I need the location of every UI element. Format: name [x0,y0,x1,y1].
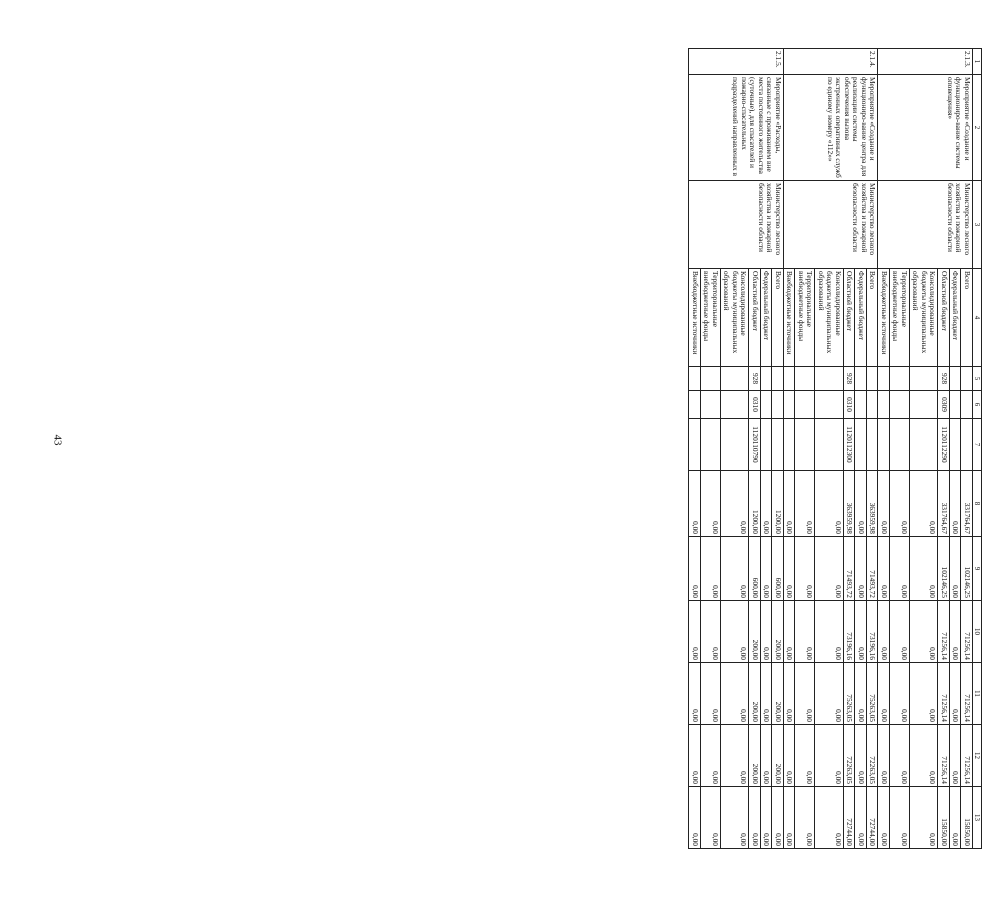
column-number-12: 12 [972,725,981,787]
amount-cell: 102146,25 [961,537,973,601]
amount-cell: 0,00 [855,471,867,537]
amount-cell: 71493,72 [866,537,878,601]
csr-code [795,419,815,471]
amount-cell: 363959,98 [866,471,878,537]
item-executor: Министерство лесного хозяйства и пожарной безопасности области [689,181,784,269]
item-executor: Министерство лесного хозяйства и пожарной безопасности области [878,181,973,269]
csr-code [878,419,890,471]
amount-cell: 0,00 [815,663,844,725]
amount-cell: 331764,67 [961,471,973,537]
funding-source: Консолидированные бюджеты муниципальных образований [720,269,749,367]
grbs-code: 928 [938,367,950,391]
grbs-code [720,367,749,391]
column-number-3: 3 [972,181,981,269]
column-number-4: 4 [972,269,981,367]
grbs-code [889,367,909,391]
amount-cell: 73196,16 [866,601,878,663]
rz-code [815,391,844,419]
amount-cell: 0,00 [689,601,701,663]
column-number-8: 8 [972,471,981,537]
amount-cell: 1200,00 [772,471,784,537]
amount-cell: 0,00 [909,601,938,663]
amount-cell: 200,00 [772,663,784,725]
rz-code: 0310 [749,391,761,419]
amount-cell: 0,00 [760,537,772,601]
amount-cell: 331764,67 [938,471,950,537]
funding-source: Всего [772,269,784,367]
amount-cell: 0,00 [949,725,961,787]
funding-source: Федеральный бюджет [855,269,867,367]
amount-cell: 0,00 [720,471,749,537]
budget-table [688,48,982,849]
table-row [961,49,973,849]
funding-source: Федеральный бюджет [949,269,961,367]
amount-cell: 0,00 [783,601,795,663]
amount-cell: 0,00 [689,787,701,849]
amount-cell: 71256,14 [961,601,973,663]
column-number-1: 1 [972,49,981,75]
amount-cell: 0,00 [700,537,720,601]
grbs-code [909,367,938,391]
rz-code [783,391,795,419]
funding-source: Территориальные внебюджетные фонды [700,269,720,367]
amount-cell: 200,00 [749,601,761,663]
amount-cell: 72744,00 [843,787,855,849]
amount-cell: 0,00 [700,601,720,663]
item-code: 2.1.5. [689,49,784,75]
amount-cell: 0,00 [783,787,795,849]
amount-cell: 0,00 [815,471,844,537]
amount-cell: 72744,00 [866,787,878,849]
csr-code [855,419,867,471]
amount-cell: 0,00 [700,663,720,725]
amount-cell: 0,00 [878,471,890,537]
amount-cell: 0,00 [689,537,701,601]
rz-code [949,391,961,419]
funding-source: Внебюджетные источники [783,269,795,367]
amount-cell: 0,00 [815,787,844,849]
funding-source: Всего [961,269,973,367]
amount-cell: 363959,98 [843,471,855,537]
amount-cell: 0,00 [855,725,867,787]
amount-cell: 0,00 [878,725,890,787]
amount-cell: 71493,72 [843,537,855,601]
csr-code [700,419,720,471]
amount-cell: 71256,14 [938,601,950,663]
amount-cell: 102146,25 [938,537,950,601]
amount-cell: 0,00 [878,601,890,663]
amount-cell: 0,00 [689,663,701,725]
amount-cell: 0,00 [878,787,890,849]
rz-code [772,391,784,419]
amount-cell: 0,00 [909,471,938,537]
column-number-13: 13 [972,787,981,849]
rz-code [795,391,815,419]
amount-cell: 73196,16 [843,601,855,663]
rz-code [878,391,890,419]
amount-cell: 0,00 [689,471,701,537]
column-number-9: 9 [972,537,981,601]
funding-source: Федеральный бюджет [760,269,772,367]
column-number-11: 11 [972,663,981,725]
amount-cell: 0,00 [783,537,795,601]
item-executor: Министерство лесного хозяйства и пожарной безопасности области [783,181,878,269]
amount-cell: 0,00 [855,537,867,601]
rz-code [909,391,938,419]
column-number-5: 5 [972,367,981,391]
amount-cell: 0,00 [949,471,961,537]
amount-cell: 71256,14 [938,663,950,725]
table-row [866,49,878,849]
amount-cell: 75263,05 [866,663,878,725]
funding-source: Областной бюджет [843,269,855,367]
csr-code [961,419,973,471]
grbs-code [795,367,815,391]
column-number-7: 7 [972,419,981,471]
grbs-code: 928 [749,367,761,391]
amount-cell: 0,00 [949,537,961,601]
column-number-2: 2 [972,75,981,181]
csr-code: 1120112300 [843,419,855,471]
csr-code [866,419,878,471]
csr-code [949,419,961,471]
amount-cell: 600,00 [772,537,784,601]
amount-cell: 0,00 [909,787,938,849]
csr-code [720,419,749,471]
funding-source: Территориальные внебюджетные фонды [795,269,815,367]
amount-cell: 0,00 [855,663,867,725]
funding-source: Всего [866,269,878,367]
item-name: Мероприятие «Создание и функциониро-вание центра для реализации системы обеспечения вызова экстренных оперативных служб по единому номеру «112»» [783,75,878,181]
amount-cell: 600,00 [749,537,761,601]
rz-code [760,391,772,419]
amount-cell: 0,00 [815,601,844,663]
amount-cell: 0,00 [855,787,867,849]
amount-cell: 0,00 [795,601,815,663]
rz-code [720,391,749,419]
amount-cell: 15850,00 [938,787,950,849]
amount-cell: 0,00 [949,787,961,849]
amount-cell: 0,00 [760,601,772,663]
csr-code [815,419,844,471]
item-name: Мероприятие «Расходы, связанные с проживанием вне места постоянного жительства (суточные), для спасателей и пожарно-спасательных подразделений направленных в [689,75,784,181]
funding-source: Внебюджетные источники [878,269,890,367]
amount-cell: 0,00 [855,601,867,663]
amount-cell: 71256,14 [961,725,973,787]
grbs-code [855,367,867,391]
funding-source: Территориальные внебюджетные фонды [889,269,909,367]
grbs-code [772,367,784,391]
column-number-6: 6 [972,391,981,419]
amount-cell: 0,00 [760,471,772,537]
rz-code [855,391,867,419]
amount-cell: 0,00 [720,663,749,725]
amount-cell: 0,00 [889,601,909,663]
funding-source: Консолидированные бюджеты муниципальных образований [815,269,844,367]
amount-cell: 72263,05 [843,725,855,787]
amount-cell: 0,00 [949,663,961,725]
amount-cell: 0,00 [720,725,749,787]
grbs-code [949,367,961,391]
csr-code [783,419,795,471]
amount-cell: 0,00 [795,725,815,787]
amount-cell: 0,00 [720,787,749,849]
item-code: 2.1.3. [878,49,973,75]
rz-code [866,391,878,419]
csr-code [689,419,701,471]
amount-cell: 0,00 [772,787,784,849]
grbs-code [878,367,890,391]
amount-cell: 200,00 [772,601,784,663]
amount-cell: 0,00 [815,725,844,787]
csr-code [889,419,909,471]
column-number-10: 10 [972,601,981,663]
grbs-code [961,367,973,391]
amount-cell: 0,00 [700,787,720,849]
grbs-code: 928 [843,367,855,391]
csr-code [772,419,784,471]
amount-cell: 0,00 [878,663,890,725]
item-name: Мероприятие «Создание и функциониро-вание системы оповещения» [878,75,973,181]
csr-code [909,419,938,471]
amount-cell: 0,00 [795,471,815,537]
rz-code [889,391,909,419]
table-row [772,49,784,849]
amount-cell: 0,00 [815,537,844,601]
amount-cell: 0,00 [760,787,772,849]
csr-code: 1120112290 [938,419,950,471]
amount-cell: 0,00 [783,725,795,787]
column-number-row [972,49,981,849]
amount-cell: 15850,00 [961,787,973,849]
amount-cell: 0,00 [949,601,961,663]
amount-cell: 1200,00 [749,471,761,537]
rz-code [689,391,701,419]
amount-cell: 0,00 [760,725,772,787]
amount-cell: 72263,05 [866,725,878,787]
funding-source: Областной бюджет [749,269,761,367]
grbs-code [815,367,844,391]
csr-code [760,419,772,471]
funding-source: Внебюджетные источники [689,269,701,367]
grbs-code [700,367,720,391]
csr-code: 1120110790 [749,419,761,471]
amount-cell: 0,00 [689,725,701,787]
funding-source: Областной бюджет [938,269,950,367]
amount-cell: 200,00 [749,725,761,787]
amount-cell: 0,00 [909,663,938,725]
amount-cell: 0,00 [749,787,761,849]
funding-source: Консолидированные бюджеты муниципальных образований [909,269,938,367]
page-number: 43 [51,434,64,446]
amount-cell: 0,00 [720,601,749,663]
amount-cell: 0,00 [783,663,795,725]
amount-cell: 0,00 [889,471,909,537]
grbs-code [689,367,701,391]
amount-cell: 0,00 [760,663,772,725]
rz-code: 0309 [938,391,950,419]
amount-cell: 0,00 [889,537,909,601]
amount-cell: 0,00 [889,663,909,725]
amount-cell: 0,00 [889,787,909,849]
amount-cell: 0,00 [795,787,815,849]
grbs-code [783,367,795,391]
amount-cell: 200,00 [772,725,784,787]
amount-cell: 0,00 [700,471,720,537]
amount-cell: 0,00 [700,725,720,787]
amount-cell: 0,00 [909,537,938,601]
amount-cell: 0,00 [795,663,815,725]
item-code: 2.1.4. [783,49,878,75]
rz-code [961,391,973,419]
rotated-table-wrapper [532,48,982,848]
amount-cell: 75263,05 [843,663,855,725]
grbs-code [866,367,878,391]
amount-cell: 0,00 [878,537,890,601]
grbs-code [760,367,772,391]
amount-cell: 0,00 [783,471,795,537]
rz-code: 0310 [843,391,855,419]
amount-cell: 71256,14 [961,663,973,725]
table-body [689,49,973,849]
rz-code [700,391,720,419]
amount-cell: 0,00 [909,725,938,787]
amount-cell: 0,00 [720,537,749,601]
amount-cell: 71256,14 [938,725,950,787]
amount-cell: 0,00 [889,725,909,787]
amount-cell: 0,00 [795,537,815,601]
amount-cell: 200,00 [749,663,761,725]
